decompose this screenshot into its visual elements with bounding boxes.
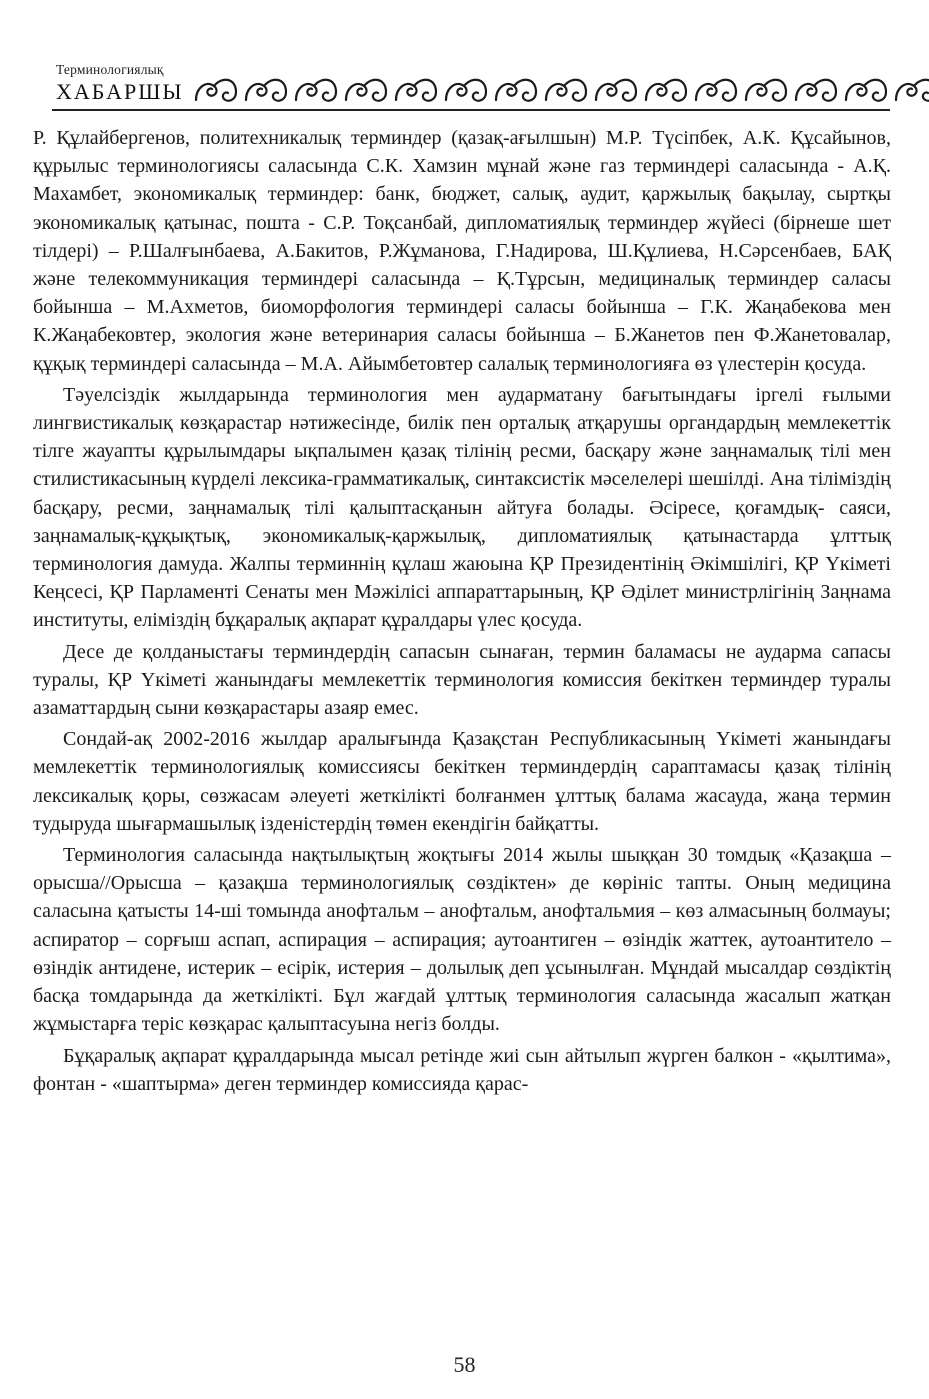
article-body <box>33 124 891 1098</box>
journal-title-small: Терминологиялық <box>56 62 164 77</box>
paragraph: Терминология саласында нақтылықтың жоқтығы 2014 жылы шыққан 30 томдық «Қазақша – орысша//Орысша – қазақша терминологиялық сөздіктен» де көрініс тапты. Оның медицина саласына қатысты 14-ші томында анофтальм – анофтальм, анофтальмия – көз алмасының болмауы; аспиратор – сорғыш аспап, аспирация – аспирация; аутоантиген – өзіндік жаттек, аутоантитело – өзіндік антидене, истерик – есірік, истерия – долылық деп ұсынылған. Мұндай мысалдар сөздіктің басқа томдарында да жеткілікті. Бұл жағдай ұлттық терминология саласында жасалып жатқан жұмыстарға теріс көзқарас қалыптасуына негіз болды. <box>33 844 891 1036</box>
journal-title-big: ХАБАРШЫ <box>56 79 184 104</box>
page-number: 58 <box>453 1352 476 1377</box>
paragraph: Тәуелсіздік жылдарында терминология мен аударматану бағытындағы іргелі ғылыми лингвистикалық көзқарастар нәтижесінде, билік пен орталық атқарушы органдардың мемлекеттік тілге жауапты құрылымдары ықпалымен қазақ тілінің ресми, басқару және заңнамалық тілі мен стилистикасының күрделі лексика-грамматикалық, синтаксистік мәселелері шешілді. Ана тіліміздің басқару, ресми, заңнамалық тілі қалыптасқанын айтуға болады. Әсіресе, қоғамдық- саяси, заңнамалық-құқықтық, экономикалық-қаржылық, дипломатиялық қатынастарда ұлттық терминология дамуда. Жалпы терминнің құлаш жаюына ҚР Президентінің Әкімшілігі, ҚР Үкіметі Кеңсесі, ҚР Парламенті Сенаты мен Мәжілісі аппараттарының, ҚР Әділет министрлігінің Заңнама институты, еліміздің бұқаралық ақпарат құралдары үлес қосуда. <box>33 383 891 632</box>
paragraph: Бұқаралық ақпарат құралдарында мысал ретінде жиі сын айтылып жүрген балкон - «қылтима», фонтан - «шаптырма» деген терминдер комиссияда қарас- <box>33 1044 891 1095</box>
header-divider <box>52 109 890 111</box>
paragraph-continuation: Р. Құлайбергенов, политехникалық терминдер (қазақ-ағылшын) М.Р. Түсіпбек, А.К. Құсайынов, құрылыс терминологиясы саласында С.К. Хамзин мұнай және газ терминдері саласында - А.Қ. Махамбет, экономикалық терминдер: банк, бюджет, салық, аудит, қаржылық бақылау, сыртқы экономикалық қатынас, пошта - С.Р. Тоқсанбай, дипломатиялық терминдер жүйесі (бірнеше шет тілдері) – Р.Шалғынбаева, А.Бакитов, Р.Жұманова, Г.Надирова, Ш.Құлиева, Н.Сәрсенбаев, БАҚ және телекоммуникация терминдері саласында – Қ.Тұрсын, медициналық терминдер саласы бойынша – М.Ахметов, биоморфология терминдері саласы бойынша – Г.К. Жаңабекова мен К.Жаңабековтер, экология және ветеринария саласы бойынша – Б.Жанетов пен Ф.Жанетовалар, құқық терминдері саласында – М.А. Айымбетовтер салалық терминологияға өз үлестерін қосуда. <box>33 127 891 375</box>
scroll-wave-ornament-icon <box>192 70 929 108</box>
paragraph: Десе де қолданыстағы терминдердің сапасын сынаған, термин баламасы не аударма сапасы туралы, ҚР Үкіметі жанындағы мемлекеттік терминология комиссия бекіткен терминдер туралы азаматтардың сыни көзқарастары азаяр емес. <box>33 640 891 720</box>
paragraph: Сондай-ақ 2002-2016 жылдар аралығында Қазақстан Республикасының Үкіметі жанындағы мемлекеттік терминологиялық комиссиясы бекіткен терминдердің сараптамасы қазақ тілінің лексикалық қоры, сөзжасам әлеуеті жеткілікті болғанмен ұлттық балама жасауда, жаңа термин тудыруда шығармашылық ізденістердің төмен екендігін байқатты. <box>33 728 891 835</box>
journal-header <box>52 62 892 114</box>
